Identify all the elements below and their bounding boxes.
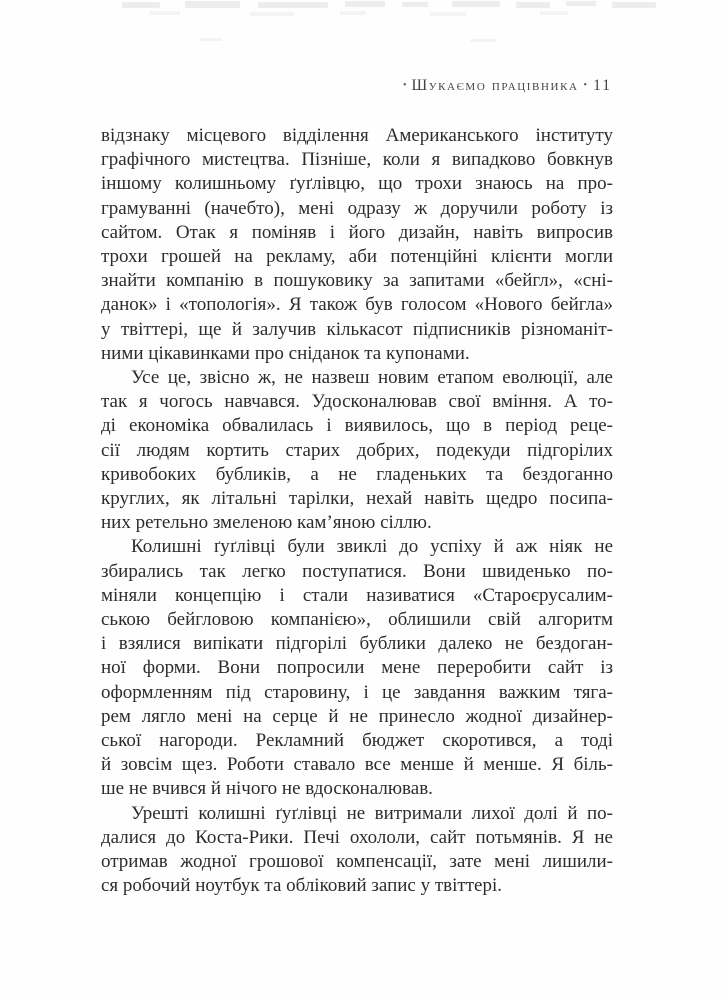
text-line: Урешті колишні ґуґлівці не витримали лихої долі й по- (131, 802, 613, 824)
text-line: далися до Коста-Рики. Печі охололи, сайт потьмянів. Я не (101, 826, 613, 848)
text-line: графічного мистецтва. Пізніше, коли я випадково бовкнув (101, 149, 613, 171)
text-line: ної форми. Вони попросили мене переробити сайт із (101, 657, 613, 679)
text-line: ді економіка обвалилась і виявилось, що в період реце- (101, 415, 613, 437)
text-line: ською бейгловою компанією», облишили свій алгоритм (101, 609, 613, 631)
text-line: Усе це, звісно ж, не назвеш новим етапом еволюції, але (131, 367, 613, 389)
text-line: знайти компанію в пошуковику за запитами «бейгл», «сні- (101, 270, 613, 292)
text-line: них ретельно змеленою кам’яною сіллю. (101, 512, 432, 534)
text-line: оформленням під старовину, і це завдання важким тяга- (101, 681, 613, 703)
page-number: 11 (593, 77, 612, 94)
text-line: відзнаку місцевого відділення Американського інституту (101, 125, 613, 146)
text-line: у твіттері, ще й залучив кількасот підписників різноманіт- (101, 318, 613, 340)
text-line: ними цікавинками про сніданок та купонами. (101, 342, 470, 364)
text-line: Колишні ґуґлівці були звиклі до успіху й аж ніяк не (131, 536, 613, 558)
text-line: сії людям кортить старих добрих, подекуди підгорілих (101, 439, 613, 461)
page-showthrough-marks (0, 0, 728, 50)
text-line: збирались так легко поступатися. Вони швиденько по- (101, 560, 613, 582)
text-line: так я чогось навчався. Удосконалював свої вміння. А то- (101, 391, 613, 413)
text-line: отримав жодної грошової компенсації, зате мені лишили- (101, 851, 613, 873)
text-line: грамуванні (начебто), мені одразу ж доручили роботу із (101, 197, 613, 219)
text-line: круглих, як літальні тарілки, нехай навіть щедро посипа- (101, 488, 613, 510)
text-line: рем лягло мені на серце й не принесло жодної дизайнер- (101, 705, 613, 727)
text-line: кривобоких бубликів, а не гладеньких та бездоганно (101, 463, 613, 485)
text-line: трохи грошей на рекламу, аби потенційні клієнти могли (101, 246, 613, 268)
text-line: і взялися випікати підгорілі бублики далеко не бездоган- (101, 633, 613, 655)
text-line: міняли концепцію і стали називатися «Староєрусалим- (101, 584, 613, 606)
text-block (101, 124, 613, 899)
text-line: ше не вчився й нічого не вдосконалював. (101, 778, 433, 800)
text-line: ся робочий ноутбук та обліковий запис у твіттері. (101, 875, 502, 897)
text-line: данок» і «топологія». Я також був голосом «Нового бейгла» (101, 294, 613, 316)
ornament-dot-icon: • (583, 80, 588, 91)
ornament-dot-icon: • (402, 80, 407, 91)
chapter-title: Шукаємо працівника (411, 77, 579, 94)
text-line: сайтом. Отак я поміняв і його дизайн, навіть випросив (101, 221, 613, 243)
text-line: іншому колишньому ґуґлівцю, що трохи знаюсь на про- (101, 173, 613, 195)
text-line: ської нагороди. Рекламний бюджет скоротився, а тоді (101, 730, 613, 752)
text-line: й зовсім щез. Роботи ставало все менше й менше. Я біль- (101, 754, 613, 776)
running-head (398, 77, 612, 95)
